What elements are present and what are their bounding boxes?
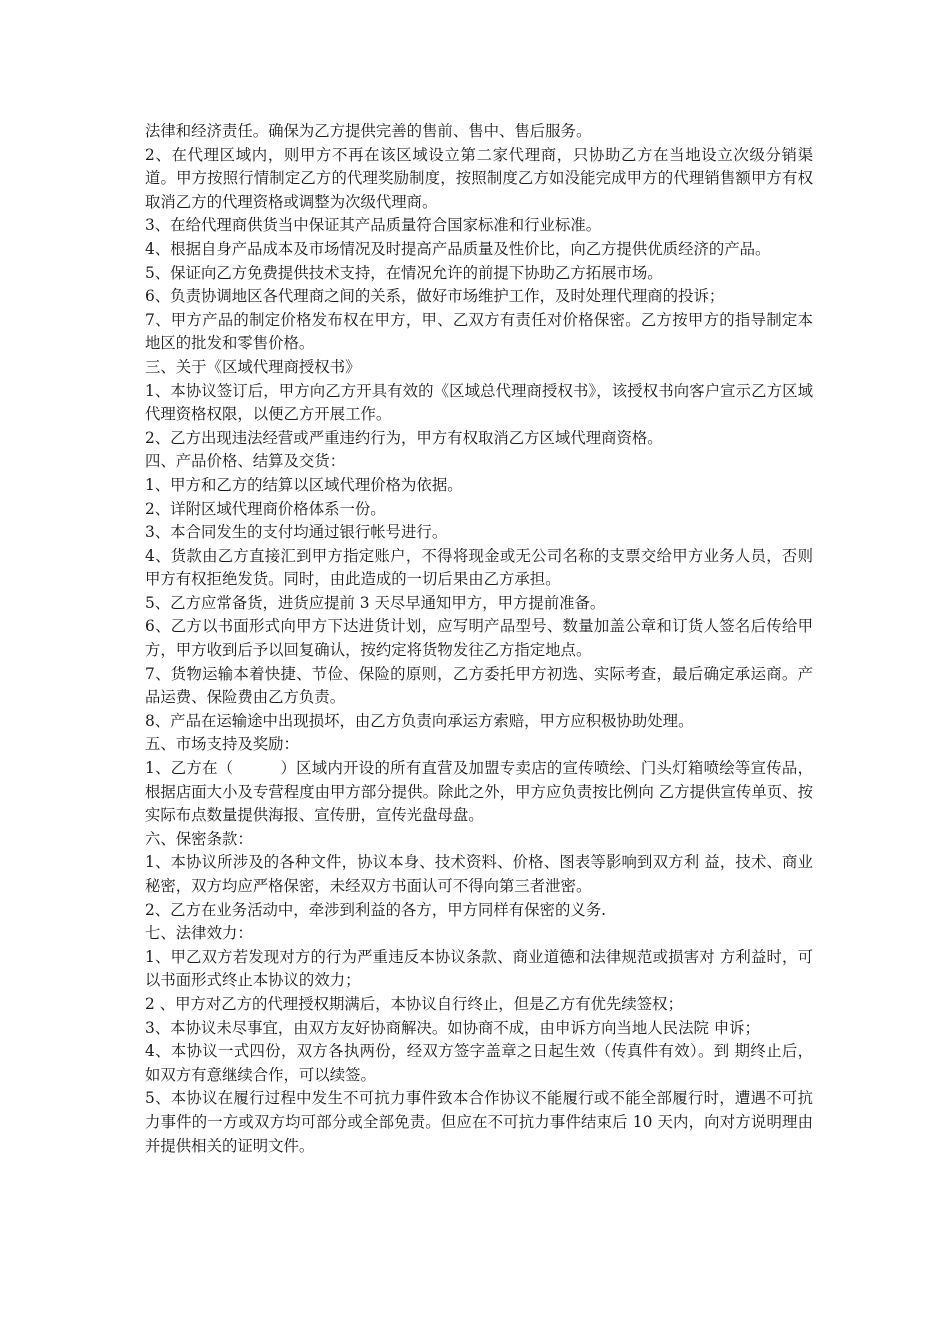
paragraph: 5、乙方应常备货，进货应提前 3 天尽早通知甲方，甲方提前准备。 [145,593,606,612]
paragraph: 1、乙方在（ ）区域内开设的所有直营及加盟专卖店的宣传喷绘、门头灯箱喷绘等宣传品，根据店面大小及专营程度由甲方部分提供。除此之外，甲方应负责按比例向 乙方提供宣传单页、按实际布点数量提供海报、宣传册，宣传光盘母盘。 [145,759,813,825]
paragraph: 2、在代理区域内，则甲方不再在该区域设立第二家代理商，只协助乙方在当地设立次级分销渠道。甲方按照行情制定乙方的代理奖励制度，按照制度乙方如没能完成甲方的代理销售额甲方有权取消乙方的代理资格或调整为次级代理商。 [145,145,813,211]
paragraph: 2、乙方在业务活动中，牵涉到利益的各方，甲方同样有保密的义务. [145,900,607,919]
paragraph: 2 、甲方对乙方的代理授权期满后，本协议自行终止，但是乙方有优先续签权； [145,994,683,1013]
paragraph: 5、本协议在履行过程中发生不可抗力事件致本合作协议不能履行或不能全部履行时，遭遇不可抗力事件的一方或双方均可部分或全部免责。但应在不可抗力事件结束后 10 天内，向对方说明理由并提供相关的证明文件。 [145,1089,813,1155]
section-heading: 六、保密条款： [145,829,253,848]
paragraph: 7、甲方产品的制定价格发布权在甲方，甲、乙双方有责任对价格保密。乙方按甲方的指导制定本地区的批发和零售价格。 [145,310,813,353]
section-heading: 三、关于《区域代理商授权书》 [145,357,361,376]
paragraph: 2、详附区域代理商价格体系一份。 [145,499,386,518]
paragraph: 2、乙方出现违法经营或严重违约行为，甲方有权取消乙方区域代理商资格。 [145,428,663,447]
paragraph: 7、货物运输本着快捷、节俭、保险的原则，乙方委托甲方初选、实际考查，最后确定承运商。产品运费、保险费由乙方负责。 [145,664,813,707]
paragraph: 1、本协议签订后，甲方向乙方开具有效的《区域总代理商授权书》，该授权书向客户宣示乙方区域代理资格权限，以便乙方开展工作。 [145,381,813,424]
paragraph: 4、货款由乙方直接汇到甲方指定账户，不得将现金或无公司名称的支票交给甲方业务人员，否则甲方有权拒绝发货。同时，由此造成的一切后果由乙方承担。 [145,546,813,589]
paragraph: 3、在给代理商供货当中保证其产品质量符合国家标准和行业标准。 [145,216,602,235]
paragraph: 6、乙方以书面形式向甲方下达进货计划，应写明产品型号、数量加盖公章和订货人签名后传给甲方，甲方收到后予以回复确认，按约定将货物发往乙方指定地点。 [145,617,813,660]
paragraph: 法律和经济责任。确保为乙方提供完善的售前、售中、售后服务。 [145,122,592,140]
paragraph: 6、负责协调地区各代理商之间的关系，做好市场维护工作，及时处理代理商的投诉； [145,287,725,306]
section-heading: 七、法律效力： [145,924,253,943]
paragraph: 1、甲乙双方若发现对方的行为严重违反本协议条款、商业道德和法律规范或损害对 方利益时，可以书面形式终止本协议的效力； [145,947,813,990]
paragraph: 5、保证向乙方免费提供技术支持，在情况允许的前提下协助乙方拓展市场。 [145,263,663,282]
section-heading: 四、产品价格、结算及交货： [145,452,346,471]
section-heading: 五、市场支持及奖励： [145,735,299,754]
paragraph: 1、甲方和乙方的结算以区域代理价格为依据。 [145,475,463,494]
paragraph: 4、本协议一式四份，双方各执两份，经双方签字盖章之日起生效（传真件有效）。到 期终止后，如双方有意继续合作，可以续签。 [145,1042,813,1084]
paragraph: 4、根据自身产品成本及市场情况及时提高产品质量及性价比，向乙方提供优质经济的产品。 [145,239,771,258]
paragraph: 3、本协议未尽事宜，由双方友好协商解决。如协商不成，由申诉方向当地人民法院 申诉； [145,1018,760,1037]
document-body [145,120,813,1158]
paragraph: 1、本协议所涉及的各种文件，协议本身、技术资料、价格、图表等影响到双方利 益，技术、商业秘密，双方均应严格保密，未经双方书面认可不得向第三者泄密。 [145,853,813,895]
paragraph: 3、本合同发生的支付均通过银行帐号进行。 [145,523,448,542]
paragraph: 8、产品在运输途中出现损坏，由乙方负责向承运方索赔，甲方应积极协助处理。 [145,711,694,730]
